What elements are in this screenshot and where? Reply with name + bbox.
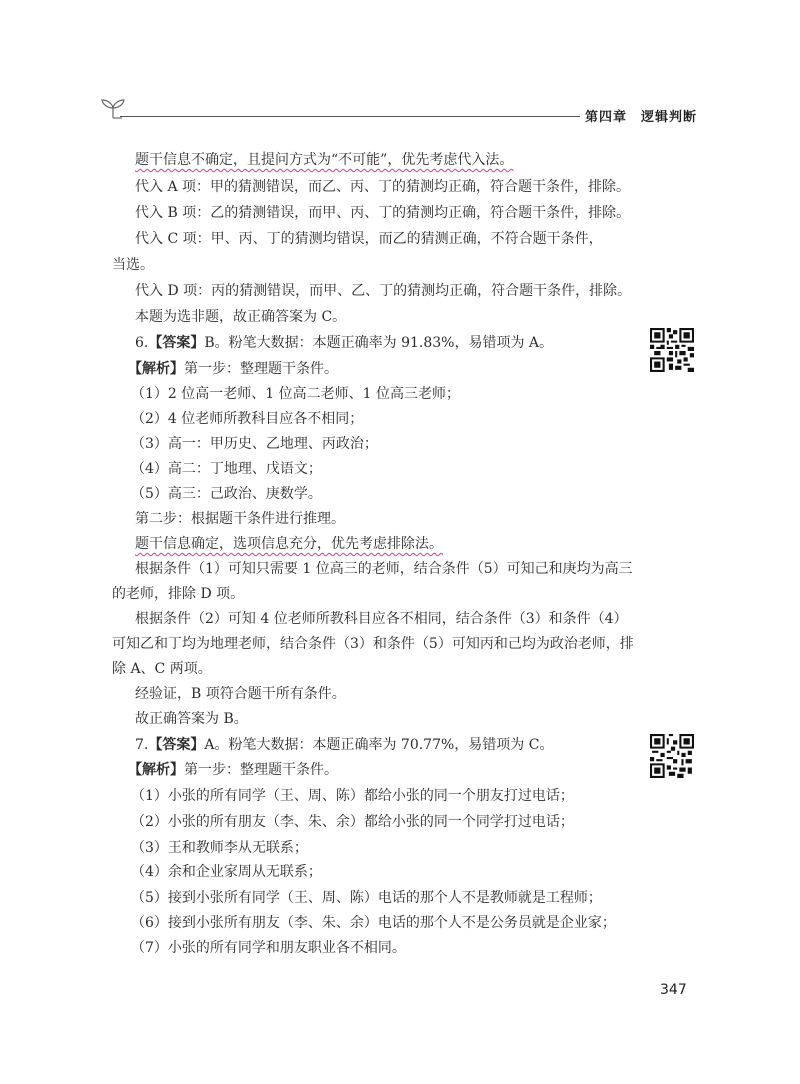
text-line: 可知乙和丁均为地理老师，结合条件（3）和条件（5）可知丙和己均为政治老师，排 <box>112 636 634 652</box>
text-line: （6）接到小张所有朋友（李、朱、余）电话的那个人不是公务员就是企业家； <box>131 915 616 931</box>
text-line: 故正确答案为 B。 <box>135 711 248 727</box>
text-line: 题干信息不确定，且提问方式为“不可能”，优先考虑代入法。 <box>135 152 514 168</box>
text-line: （4）高二：丁地理、戊语文； <box>131 461 322 477</box>
analysis-line-6: 【解析】第一步：整理题干条件。 <box>128 361 338 377</box>
text-line: 代入 D 项：丙的猜测错误，而甲、乙、丁的猜测均正确，符合题干条件，排除。 <box>135 283 632 299</box>
text-line: （4）余和企业家周从无联系； <box>131 864 322 880</box>
text-line: 根据条件（2）可知 4 位老师所教科目应各不相同，结合条件（3）和条件（4） <box>135 611 628 627</box>
answer-line-7: 7.【答案】A。粉笔大数据：本题正确率为 70.77%，易错项为 C。 <box>135 737 554 753</box>
text-line: （3）王和教师李从无联系； <box>131 840 308 856</box>
text-line: 经验证，B 项符合题干所有条件。 <box>135 686 346 702</box>
text-line: （1）2 位高一老师、1 位高二老师、1 位高三老师； <box>131 386 460 402</box>
chapter-title: 第四章 逻辑判断 <box>585 110 698 125</box>
page-number: 347 <box>660 982 687 998</box>
text-line: 的老师，排除 D 项。 <box>112 586 245 602</box>
qr-code-icon[interactable] <box>650 328 694 372</box>
answer-line-6: 6.【答案】B。粉笔大数据：本题正确率为 91.83%，易错项为 A。 <box>135 335 554 351</box>
text-line: （2）4 位老师所教科目应各不相同； <box>131 411 364 427</box>
qr-code-icon[interactable] <box>650 734 694 778</box>
text-line: （2）小张的所有朋友（李、朱、余）都给小张的同一个同学打过电话； <box>131 814 574 830</box>
text-line: （3）高一：甲历史、乙地理、丙政治； <box>131 436 378 452</box>
header-rule <box>120 116 580 117</box>
text-line: （5）接到小张所有同学（王、周、陈）电话的那个人不是教师就是工程师； <box>131 890 602 906</box>
text-line: （1）小张的所有同学（王、周、陈）都给小张的同一个朋友打过电话； <box>131 788 574 804</box>
text-line: 根据条件（1）可知只需要 1 位高三的老师，结合条件（5）可知己和庚均为高三 <box>135 561 633 577</box>
text-line: 当选。 <box>112 257 154 273</box>
text-line: 代入 B 项：乙的猜测错误，而甲、丙、丁的猜测均正确，符合题干条件，排除。 <box>135 205 631 221</box>
text-line: （7）小张的所有同学和朋友职业各不相同。 <box>131 940 406 956</box>
text-line: 第二步：根据题干条件进行推理。 <box>135 511 345 527</box>
text-line: 题干信息确定，选项信息充分，优先考虑排除法。 <box>135 536 443 552</box>
analysis-line-7: 【解析】第一步：整理题干条件。 <box>128 762 338 778</box>
text-line: 代入 C 项：甲、丙、丁的猜测均错误，而乙的猜测正确，不符合题干条件， <box>135 231 603 247</box>
text-line: 本题为选非题，故正确答案为 C。 <box>135 309 347 325</box>
text-line: 除 A、C 两项。 <box>112 661 212 677</box>
text-line: （5）高三：己政治、庚数学。 <box>131 486 322 502</box>
text-line: 代入 A 项：甲的猜测错误，而乙、丙、丁的猜测均正确，符合题干条件，排除。 <box>135 179 631 195</box>
